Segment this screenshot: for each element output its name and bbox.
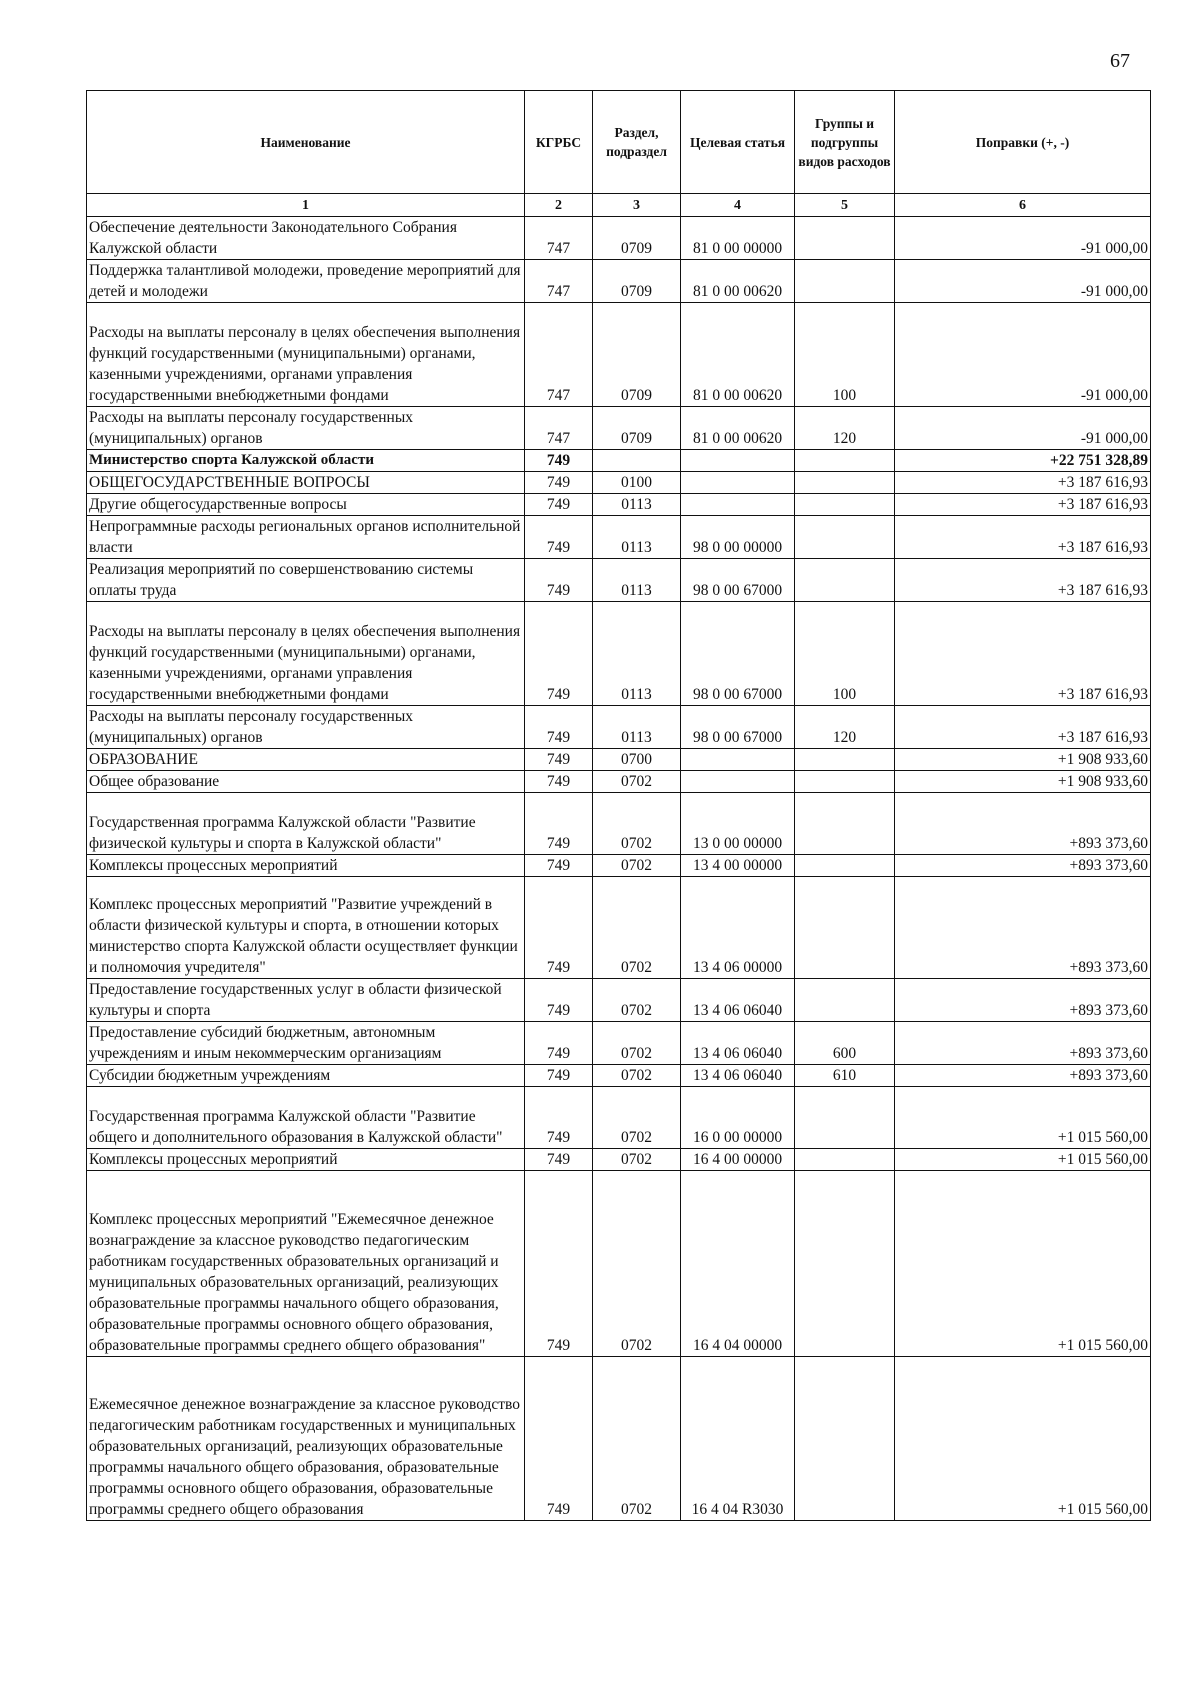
table-row: [87, 472, 1151, 494]
row-kgrbs: 749: [525, 979, 593, 1022]
row-group: [795, 855, 895, 877]
row-target: 13 4 06 00000: [681, 877, 795, 979]
column-number: 4: [681, 194, 795, 217]
column-number: 5: [795, 194, 895, 217]
row-amount: +3 187 616,93: [895, 706, 1151, 749]
row-target: [681, 450, 795, 472]
row-section: 0113: [593, 559, 681, 602]
column-number: 1: [87, 194, 525, 217]
row-kgrbs: 749: [525, 450, 593, 472]
row-name: Реализация мероприятий по совершенствованию системы оплаты труда: [87, 559, 525, 602]
row-section: 0709: [593, 217, 681, 260]
row-amount: -91 000,00: [895, 260, 1151, 303]
row-kgrbs: 749: [525, 516, 593, 559]
table-row: [87, 771, 1151, 793]
row-section: 0702: [593, 1087, 681, 1149]
row-name: Расходы на выплаты персоналу в целях обеспечения выполнения функций государственными (муниципальными) органами, казенными учреждениями, органами управления государственными внебюджетными фондами: [87, 602, 525, 706]
row-amount: +3 187 616,93: [895, 559, 1151, 602]
row-group: [795, 472, 895, 494]
table-row: [87, 450, 1151, 472]
row-amount: +1 908 933,60: [895, 749, 1151, 771]
row-section: 0702: [593, 1357, 681, 1521]
row-target: 13 4 06 06040: [681, 1022, 795, 1065]
row-kgrbs: 749: [525, 771, 593, 793]
row-target: 81 0 00 00620: [681, 260, 795, 303]
row-name: Расходы на выплаты персоналу в целях обеспечения выполнения функций государственными (муниципальными) органами, казенными учреждениями, органами управления государственными внебюджетными фондами: [87, 303, 525, 407]
row-kgrbs: 747: [525, 217, 593, 260]
table-row: [87, 1022, 1151, 1065]
row-target: [681, 472, 795, 494]
row-kgrbs: 749: [525, 494, 593, 516]
table-row: [87, 260, 1151, 303]
row-group: 120: [795, 706, 895, 749]
row-kgrbs: 749: [525, 1065, 593, 1087]
row-name: Предоставление государственных услуг в области физической культуры и спорта: [87, 979, 525, 1022]
row-kgrbs: 749: [525, 855, 593, 877]
row-kgrbs: 747: [525, 303, 593, 407]
row-section: 0113: [593, 706, 681, 749]
row-target: 13 4 06 06040: [681, 979, 795, 1022]
row-name: Комплекс процессных мероприятий "Развитие учреждений в области физической культуры и спорта, в отношении которых министерство спорта Калужской области осуществляет функции и полномочия учредителя": [87, 877, 525, 979]
row-section: 0113: [593, 602, 681, 706]
row-amount: +1 015 560,00: [895, 1171, 1151, 1357]
row-target: 13 0 00 00000: [681, 793, 795, 855]
row-group: [795, 793, 895, 855]
row-kgrbs: 749: [525, 877, 593, 979]
row-group: [795, 217, 895, 260]
table-row: [87, 979, 1151, 1022]
row-group: 100: [795, 303, 895, 407]
row-target: 16 4 00 00000: [681, 1149, 795, 1171]
table-header-row: [87, 91, 1151, 194]
row-group: 600: [795, 1022, 895, 1065]
row-amount: +1 908 933,60: [895, 771, 1151, 793]
row-amount: +893 373,60: [895, 1022, 1151, 1065]
row-group: [795, 516, 895, 559]
row-kgrbs: 749: [525, 1022, 593, 1065]
row-amount: +893 373,60: [895, 855, 1151, 877]
row-amount: +3 187 616,93: [895, 494, 1151, 516]
row-target: 98 0 00 00000: [681, 516, 795, 559]
row-group: [795, 494, 895, 516]
header-name: Наименование: [87, 91, 525, 194]
row-kgrbs: 749: [525, 559, 593, 602]
header-amendments: Поправки (+, -): [895, 91, 1151, 194]
row-section: 0702: [593, 855, 681, 877]
table-row: [87, 494, 1151, 516]
table-row: [87, 1357, 1151, 1521]
row-section: 0702: [593, 1022, 681, 1065]
row-amount: +22 751 328,89: [895, 450, 1151, 472]
page-number: 67: [1110, 50, 1130, 72]
row-kgrbs: 749: [525, 1087, 593, 1149]
table-row: [87, 1149, 1151, 1171]
row-name: ОБЩЕГОСУДАРСТВЕННЫЕ ВОПРОСЫ: [87, 472, 525, 494]
row-target: [681, 494, 795, 516]
row-amount: +893 373,60: [895, 979, 1151, 1022]
row-amount: -91 000,00: [895, 303, 1151, 407]
row-section: 0113: [593, 494, 681, 516]
row-name: Предоставление субсидий бюджетным, автономным учреждениям и иным некоммерческим организациям: [87, 1022, 525, 1065]
row-kgrbs: 749: [525, 749, 593, 771]
row-name: Общее образование: [87, 771, 525, 793]
row-target: 16 4 04 R3030: [681, 1357, 795, 1521]
row-group: [795, 1087, 895, 1149]
row-amount: -91 000,00: [895, 217, 1151, 260]
row-section: 0702: [593, 877, 681, 979]
table-row: [87, 706, 1151, 749]
header-groups: Группы и подгруппы видов расходов: [795, 91, 895, 194]
table-body: [87, 217, 1151, 1521]
column-number-row: [87, 194, 1151, 217]
row-name: Обеспечение деятельности Законодательного Собрания Калужской области: [87, 217, 525, 260]
table-row: [87, 749, 1151, 771]
table-row: [87, 602, 1151, 706]
table-row: [87, 516, 1151, 559]
table-row: [87, 877, 1151, 979]
row-kgrbs: 749: [525, 602, 593, 706]
table-row: [87, 855, 1151, 877]
row-section: 0702: [593, 1171, 681, 1357]
row-group: [795, 749, 895, 771]
budget-amendments-table: [86, 90, 1151, 1521]
row-group: [795, 450, 895, 472]
table-row: [87, 1087, 1151, 1149]
row-name: Комплексы процессных мероприятий: [87, 1149, 525, 1171]
row-name: Субсидии бюджетным учреждениям: [87, 1065, 525, 1087]
row-target: 98 0 00 67000: [681, 706, 795, 749]
header-target: Целевая статья: [681, 91, 795, 194]
row-amount: +3 187 616,93: [895, 472, 1151, 494]
row-group: 120: [795, 407, 895, 450]
row-amount: +893 373,60: [895, 877, 1151, 979]
row-kgrbs: 749: [525, 1171, 593, 1357]
table-row: [87, 407, 1151, 450]
row-section: 0709: [593, 407, 681, 450]
table-row: [87, 1065, 1151, 1087]
row-target: [681, 749, 795, 771]
row-target: 81 0 00 00620: [681, 407, 795, 450]
row-amount: +3 187 616,93: [895, 602, 1151, 706]
row-target: 16 0 00 00000: [681, 1087, 795, 1149]
row-group: 100: [795, 602, 895, 706]
row-name: Поддержка талантливой молодежи, проведение мероприятий для детей и молодежи: [87, 260, 525, 303]
table-row: [87, 793, 1151, 855]
row-section: 0702: [593, 771, 681, 793]
row-group: 610: [795, 1065, 895, 1087]
row-section: [593, 450, 681, 472]
row-target: 81 0 00 00000: [681, 217, 795, 260]
row-section: 0113: [593, 516, 681, 559]
row-kgrbs: 749: [525, 706, 593, 749]
row-name: Другие общегосударственные вопросы: [87, 494, 525, 516]
row-name: Комплексы процессных мероприятий: [87, 855, 525, 877]
row-section: 0700: [593, 749, 681, 771]
row-amount: +1 015 560,00: [895, 1357, 1151, 1521]
row-kgrbs: 749: [525, 1357, 593, 1521]
row-section: 0702: [593, 979, 681, 1022]
row-amount: -91 000,00: [895, 407, 1151, 450]
row-group: [795, 979, 895, 1022]
row-name: Расходы на выплаты персоналу государственных (муниципальных) органов: [87, 407, 525, 450]
row-group: [795, 771, 895, 793]
row-kgrbs: 749: [525, 472, 593, 494]
row-name: Расходы на выплаты персоналу государственных (муниципальных) органов: [87, 706, 525, 749]
row-section: 0702: [593, 1065, 681, 1087]
row-target: [681, 771, 795, 793]
row-kgrbs: 747: [525, 260, 593, 303]
row-target: 13 4 06 06040: [681, 1065, 795, 1087]
row-kgrbs: 747: [525, 407, 593, 450]
row-section: 0702: [593, 793, 681, 855]
header-kgrbs: КГРБС: [525, 91, 593, 194]
row-name: Непрограммные расходы региональных органов исполнительной власти: [87, 516, 525, 559]
row-amount: +3 187 616,93: [895, 516, 1151, 559]
row-amount: +1 015 560,00: [895, 1149, 1151, 1171]
table-row: [87, 1171, 1151, 1357]
row-section: 0709: [593, 303, 681, 407]
column-number: 3: [593, 194, 681, 217]
row-name: Государственная программа Калужской области "Развитие физической культуры и спорта в Калужской области": [87, 793, 525, 855]
table-row: [87, 559, 1151, 602]
row-amount: +893 373,60: [895, 1065, 1151, 1087]
row-name: Ежемесячное денежное вознаграждение за классное руководство педагогическим работникам государственных и муниципальных образовательных организаций, реализующих образовательные программы начального общего образования, образовательные программы основного общего образования, образовательные программы среднего общего образования: [87, 1357, 525, 1521]
row-kgrbs: 749: [525, 793, 593, 855]
row-name: Министерство спорта Калужской области: [87, 450, 525, 472]
row-target: 16 4 04 00000: [681, 1171, 795, 1357]
row-group: [795, 1357, 895, 1521]
row-name: ОБРАЗОВАНИЕ: [87, 749, 525, 771]
row-target: 81 0 00 00620: [681, 303, 795, 407]
row-section: 0709: [593, 260, 681, 303]
row-name: Комплекс процессных мероприятий "Ежемесячное денежное вознаграждение за классное руководство педагогическим работникам государственных образовательных организаций и муниципальных образовательных организаций, реализующих образовательные программы начального общего образования, образовательные программы основного общего образования, образовательные программы среднего общего образования": [87, 1171, 525, 1357]
row-section: 0702: [593, 1149, 681, 1171]
row-name: Государственная программа Калужской области "Развитие общего и дополнительного образования в Калужской области": [87, 1087, 525, 1149]
row-group: [795, 260, 895, 303]
row-group: [795, 559, 895, 602]
table-row: [87, 217, 1151, 260]
row-kgrbs: 749: [525, 1149, 593, 1171]
header-section: Раздел, подраздел: [593, 91, 681, 194]
row-target: 98 0 00 67000: [681, 559, 795, 602]
row-section: 0100: [593, 472, 681, 494]
row-group: [795, 877, 895, 979]
row-target: 13 4 00 00000: [681, 855, 795, 877]
table-row: [87, 303, 1151, 407]
column-number: 2: [525, 194, 593, 217]
column-number: 6: [895, 194, 1151, 217]
row-group: [795, 1149, 895, 1171]
row-amount: +893 373,60: [895, 793, 1151, 855]
row-amount: +1 015 560,00: [895, 1087, 1151, 1149]
row-group: [795, 1171, 895, 1357]
row-target: 98 0 00 67000: [681, 602, 795, 706]
